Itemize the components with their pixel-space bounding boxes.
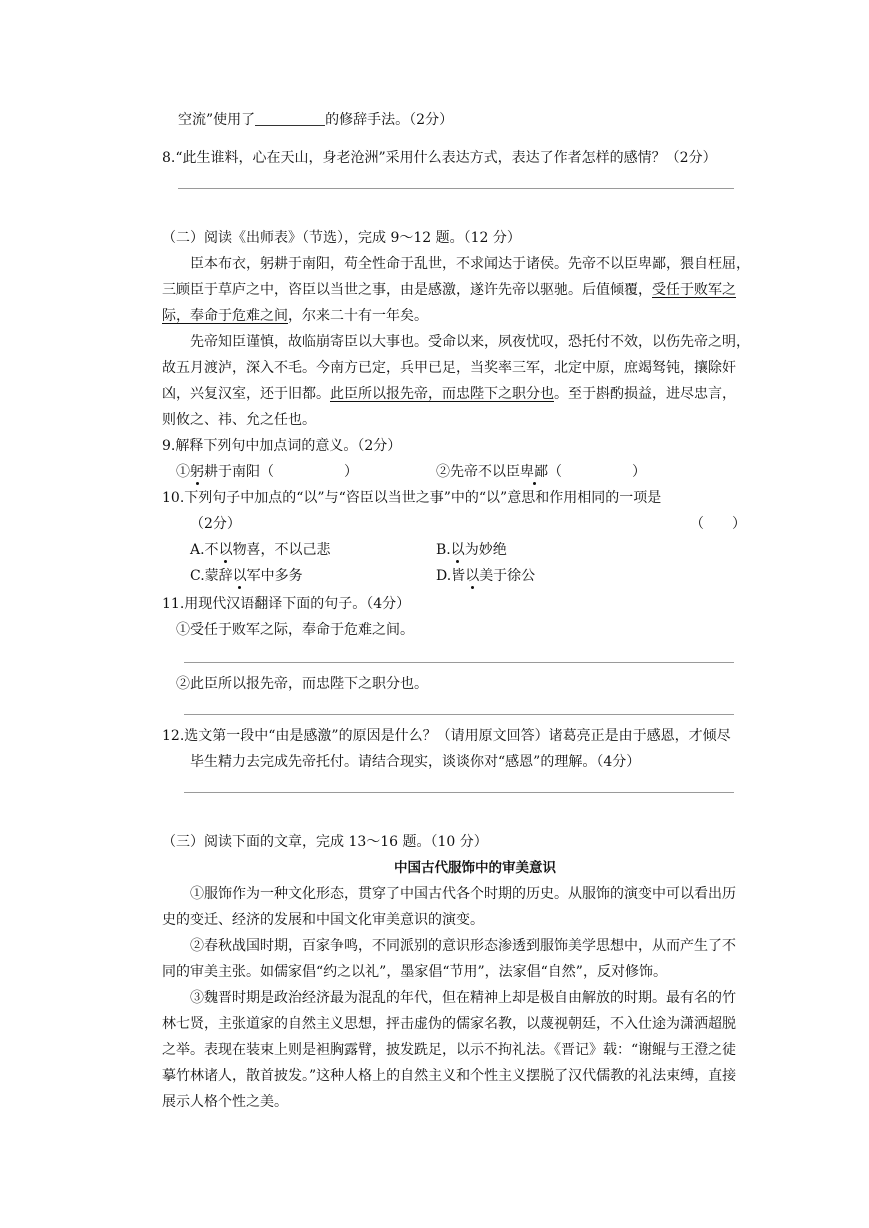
question-8: 8.“此生谁料，心在天山，身老沧洲”采用什么表达方式，表达了作者怎样的感情？（2分） [162, 150, 717, 166]
q9-item-b: ②先帝不以臣卑鄙（ ） [436, 464, 646, 480]
underlined-sentence-2: 此臣所以报先帝，而忠陛下之职分也 [330, 386, 554, 402]
q10-option-a[interactable]: A.不以物喜，不以己悲 [190, 542, 331, 558]
passage-line: 凶，兴复汉室，还于旧都。此臣所以报先帝，而忠陛下之职分也。至于斟酌损益，进尽忠言， [162, 386, 736, 402]
passage-line: 三顾臣于草庐之中，咨臣以当世之事，由是感激，遂许先帝以驱驰。后值倾覆，受任于败军之 [162, 282, 736, 298]
section-2-title: （二）阅读《出师表》（节选），完成 9～12 题。（12 分） [162, 230, 521, 246]
answer-blank[interactable] [255, 111, 325, 126]
question-12-line-1: 12.选文第一段中“由是感激”的原因是什么？（请用原文回答）诸葛亮正是由于感恩，才倾尽 [162, 728, 731, 744]
section-3-title: （三）阅读下面的文章，完成 13～16 题。（10 分） [162, 834, 488, 850]
article-line: ①服饰作为一种文化形态，贯穿了中国古代各个时期的历史。从服饰的演变中可以看出历 [190, 886, 736, 902]
q10-option-d[interactable]: D.皆以美于徐公 [436, 568, 536, 584]
question-10: 10.下列句子中加点的“以”与“咨臣以当世之事”中的“以”意思和作用相同的一项是 [162, 490, 662, 506]
answer-line-12[interactable] [184, 792, 734, 793]
article-line: 展示人格个性之美。 [162, 1094, 288, 1110]
q7-line: 空流”使用了 的修辞手法。（2分） [178, 112, 454, 128]
q11-sentence-2: ②此臣所以报先帝，而忠陛下之职分也。 [176, 676, 428, 692]
q9-item-a: ①躬耕于南阳（ ） [176, 464, 358, 480]
underlined-sentence-1-cont: 际，奉命于危难之间 [162, 308, 288, 324]
q10-option-b[interactable]: B.以为妙绝 [436, 542, 507, 558]
article-line: 摹竹林诸人，散首披发。”这种人格上的自然主义和个性主义摆脱了汉代儒教的礼法束缚，直接 [162, 1068, 737, 1084]
answer-line-8[interactable] [178, 188, 734, 189]
passage-line: 臣本布衣，躬耕于南阳，苟全性命于乱世，不求闻达于诸侯。先帝不以臣卑鄙，猥自枉屈， [190, 256, 750, 272]
article-line: 史的变迁、经济的发展和中国文化审美意识的演变。 [162, 912, 484, 928]
article-line: ③魏晋时期是政治经济最为混乱的年代，但在精神上却是极自由解放的时期。最有名的竹 [190, 990, 736, 1006]
article-heading: 中国古代服饰中的审美意识 [394, 860, 556, 876]
article-line: 林七贤，主张道家的自然主义思想，抨击虚伪的儒家名教，以蔑视朝廷，不入仕途为潇洒超脱 [162, 1016, 736, 1032]
passage-line: 则攸之、祎、允之任也。 [162, 412, 316, 428]
question-11: 11.用现代汉语翻译下面的句子。（4分） [162, 596, 411, 612]
answer-line-11-2[interactable] [184, 714, 734, 715]
article-line: 之举。表现在装束上则是袒胸露臂，披发跣足，以示不拘礼法。《晋记》载：“谢鲲与王澄之徒 [162, 1042, 737, 1058]
article-line: ②春秋战国时期，百家争鸣，不同派别的意识形态渗透到服饰美学思想中，从而产生了不 [190, 938, 736, 954]
passage-line: 际，奉命于危难之间，尔来二十有一年矣。 [162, 308, 428, 324]
q10-option-c[interactable]: C.蒙辞以军中多务 [190, 568, 303, 584]
article-line: 同的审美主张。如儒家倡“约之以礼”，墨家倡“节用”，法家倡“自然”，反对修饰。 [162, 964, 667, 980]
passage-line: 故五月渡泸，深入不毛。今南方已定，兵甲已足，当奖率三军，北定中原，庶竭驽钝，攘除奸 [162, 360, 736, 376]
q11-sentence-1: ①受任于败军之际，奉命于危难之间。 [176, 622, 414, 638]
q10-answer-paren[interactable]: （ ） [690, 516, 746, 532]
q10-score: （2分） [190, 516, 241, 532]
underlined-sentence-1: 受任于败军之 [652, 282, 736, 298]
answer-line-11-1[interactable] [184, 662, 734, 663]
question-9: 9.解释下列句中加点词的意义。（2分） [162, 438, 402, 454]
passage-line: 先帝知臣谨慎，故临崩寄臣以大事也。受命以来，夙夜忧叹，恐托付不效，以伤先帝之明， [190, 334, 750, 350]
question-12-line-2: 毕生精力去完成先帝托付。请结合现实，谈谈你对“感恩”的理解。（4分） [190, 754, 641, 770]
